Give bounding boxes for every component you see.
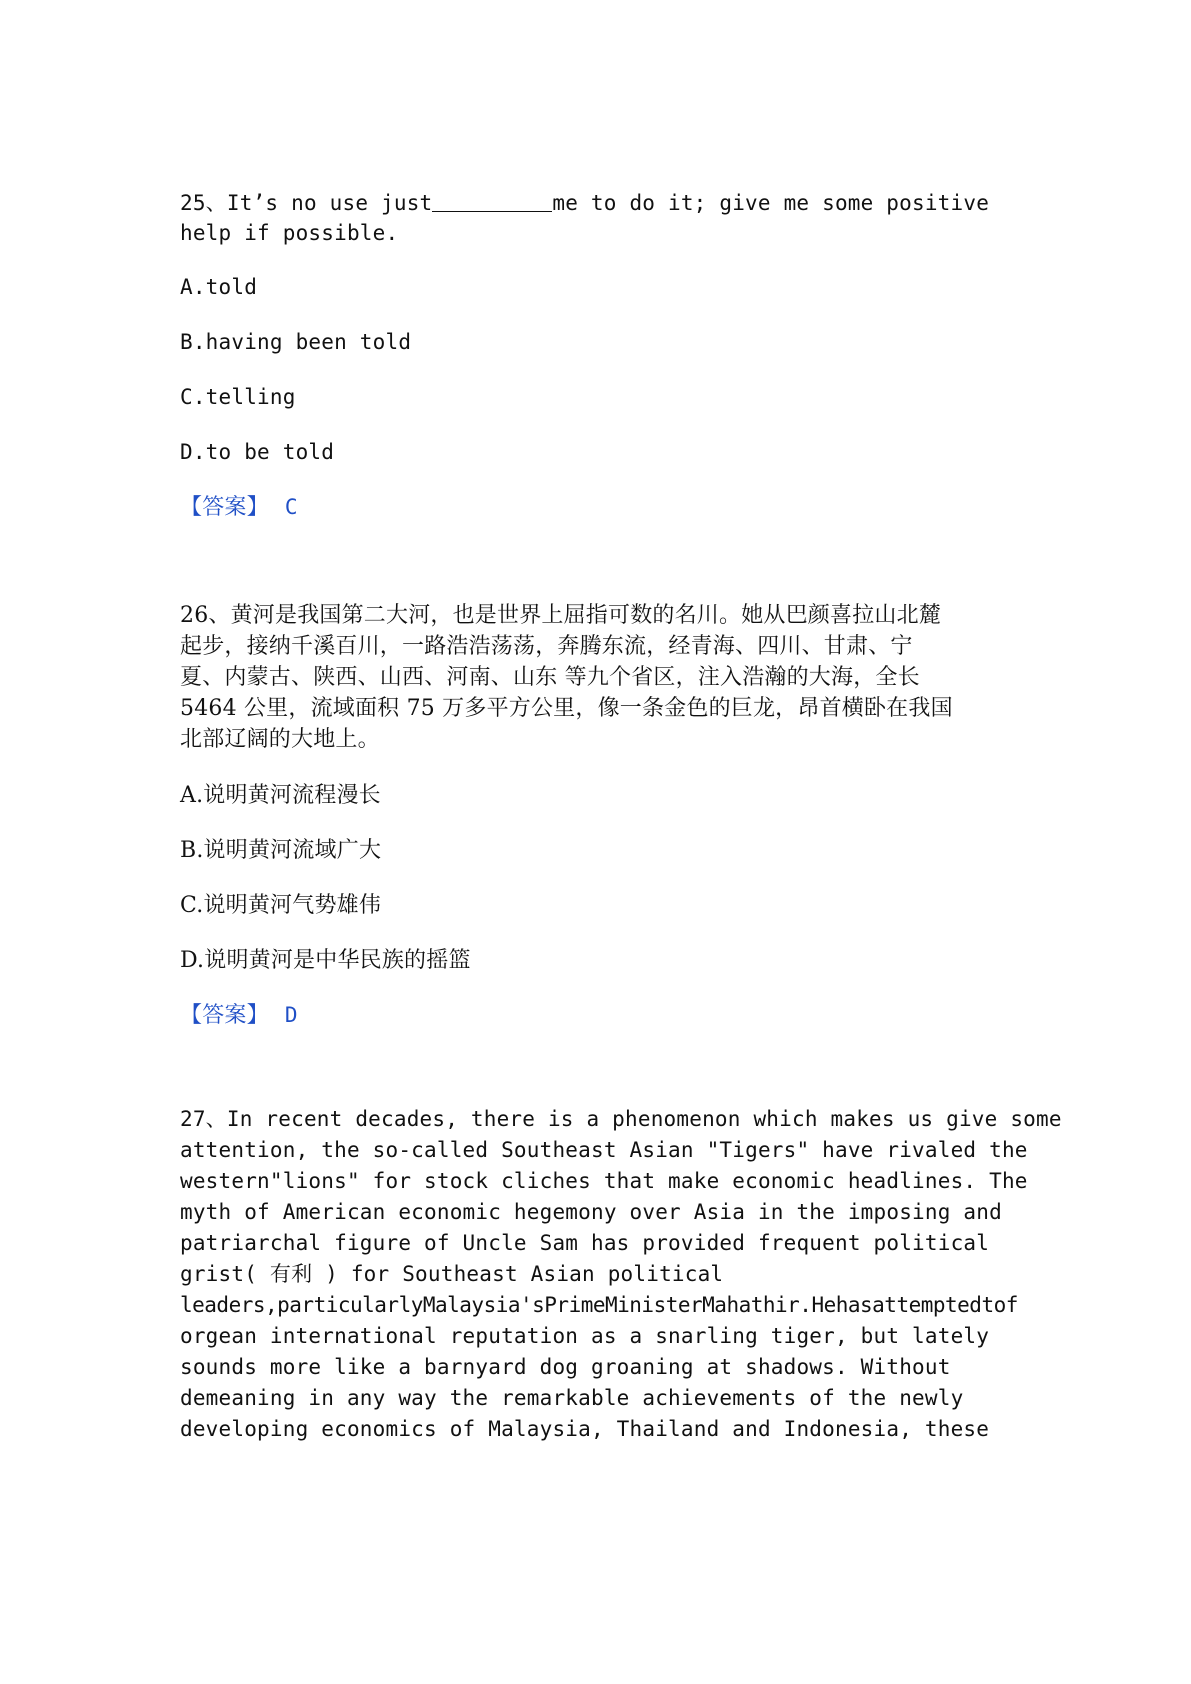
q27-stem-line-3: western"lions" for stock cliches that make economic headlines. The [180,1169,1028,1193]
q26-answer-value: D [284,1003,298,1027]
q25-stem-line-1 [180,188,989,219]
q27-stem-line-1: 27、In recent decades, there is a phenomenon which makes us give some [180,1107,1062,1131]
q27-stem-line-10: demeaning in any way the remarkable achievements of the newly [180,1386,964,1410]
q26-stem-line-5: 北部辽阔的大地上。 [180,727,380,752]
q25-option-d: D.to be told [180,440,335,464]
q26-answer [180,1000,298,1031]
q25-answer-value: C [284,495,298,519]
q27-stem-line-5: patriarchal figure of Uncle Sam has provided frequent political [180,1231,990,1255]
q27-stem-line-7: leaders,particularlyMalaysia'sPrimeMinisterMahathir.Hehasattemptedtof [180,1293,1018,1317]
q25-stem-line-2: help if possible. [180,221,399,245]
q25-option-b: B.having been told [180,330,412,354]
q27-stem-line-2: attention, the so-called Southeast Asian "Tigers" have rivaled the [180,1138,1028,1162]
q26-stem-line-1: 26、黄河是我国第二大河，也是世界上屈指可数的名川。她从巴颜喜拉山北麓 [180,603,941,628]
q26-option-a: A.说明黄河流程漫长 [180,783,381,808]
q25-stem-after-blank: me to do it; give me some positive [552,191,990,215]
q26-option-b: B.说明黄河流域广大 [180,838,382,863]
q27-stem-line-9: sounds more like a barnyard dog groaning at shadows. Without [180,1355,951,1379]
q27-stem-line-6: grist( 有利 ) for Southeast Asian political [180,1262,724,1286]
q25-answer-blank [432,189,552,212]
q27-stem-line-11: developing economics of Malaysia, Thailand and Indonesia, these [180,1417,990,1441]
q25-option-a: A.told [180,275,258,299]
q25-answer-label: 【答案】 [180,495,269,520]
q27-stem-line-8: orgean international reputation as a snarling tiger, but lately [180,1324,990,1348]
q25-stem-before-blank: 25、It’s no use just [180,191,433,215]
q25-answer [180,492,298,523]
q26-stem-line-4: 5464 公里，流域面积 75 万多平方公里，像一条金色的巨龙，昂首横卧在我国 [180,696,953,721]
q26-answer-label: 【答案】 [180,1003,269,1028]
q26-option-c: C.说明黄河气势雄伟 [180,893,382,918]
q26-option-d: D.说明黄河是中华民族的摇篮 [180,948,471,973]
q26-stem-line-2: 起步，接纳千溪百川，一路浩浩荡荡，奔腾东流，经青海、四川、甘肃、宁 [180,634,913,659]
q25-option-c: C.telling [180,385,296,409]
q26-stem-line-3: 夏、内蒙古、陕西、山西、河南、山东 等九个省区，注入浩瀚的大海，全长 [180,665,920,690]
q27-stem-line-4: myth of American economic hegemony over Asia in the imposing and [180,1200,1002,1224]
